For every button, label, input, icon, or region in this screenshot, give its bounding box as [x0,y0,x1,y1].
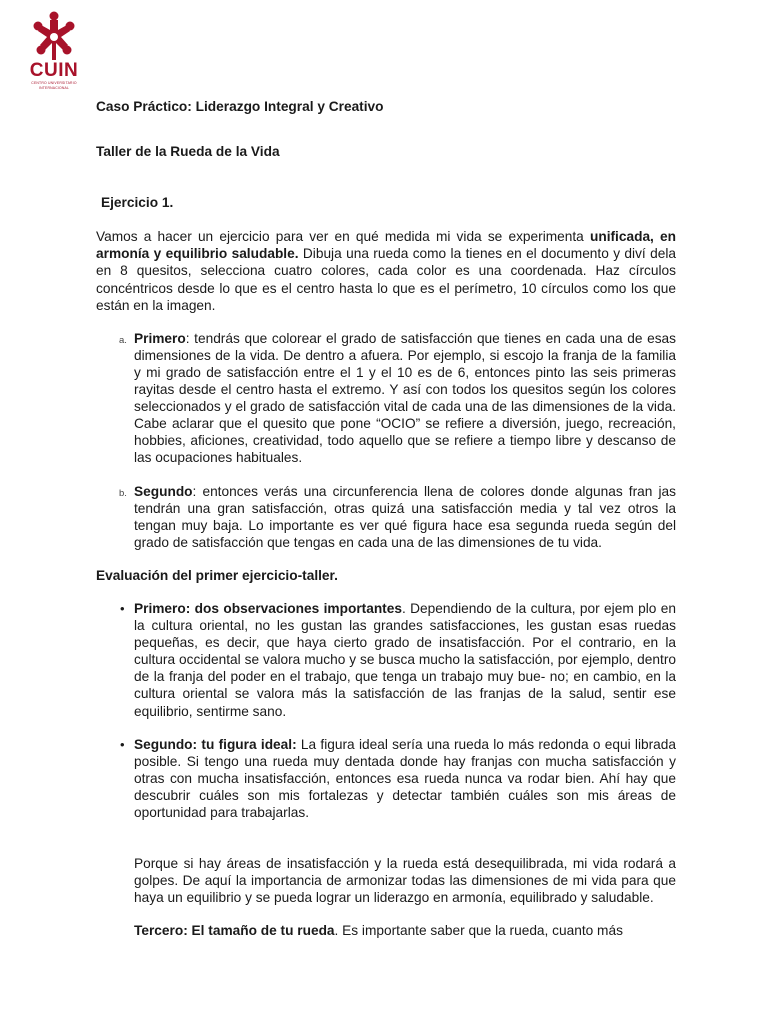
document-subtitle: Taller de la Rueda de la Vida [96,144,280,160]
cuin-emblem-icon [32,10,76,64]
list-marker: b. [119,487,127,499]
balance-paragraph: Porque si hay áreas de insatisfacción y la rueda está desequilibrada, mi vida rodará a golpes. De aquí la importancia de armonizar todas las dimensiones de mi vida para que haya un equilibrio y se pueda lograr un liderazgo en armonía, equilibrado y saludable. [134,856,676,906]
cuin-logo [24,8,84,94]
steps-list [96,330,676,551]
document-title: Caso Práctico: Liderazgo Integral y Creativo [96,99,384,114]
evaluation-list [96,600,676,821]
list-marker: a. [119,334,127,346]
list-item: a. Primero: tendrás que colorear el grado de satisfacción que tienes en cada una de esas dimensiones de la vida. De dentro a afuera. Por ejemplo, si escojo la franja de la familia y mi grado de satisfacción entre el 1 y el 10 es de 6, entonces pinto las seis primeras rayitas desde el centro hasta el extremo. Y así con todos los quesitos según los colores seleccionados y el grado de satisfacción vital de cada una de las dimensiones de la vida. Cabe aclarar que el quesito que pone “OCIO” se refiere a diversión, juego, recreación, hobbies, aficiones, creatividad, todo aquello que se refiere a tiempo libre y descanso de las ocupaciones habituales. [119,330,676,466]
logo-subtitle: CENTRO UNIVERSITARIO INTERNACIONAL [31,81,77,90]
logo-brand-text: CUIN [29,60,79,81]
evaluation-heading: Evaluación del primer ejercicio-taller. [96,567,338,583]
list-item: • Primero: dos observaciones importantes. Dependiendo de la cultura, por ejem plo en la cultura oriental, no les gustan las grandes satisfacciones, les gustan esas ruedas pequeñas, es decir, que haya cierto grado de insatisfacción. Por el contrario, en la cultura occidental se valora mucho y se busca mucho la satisfacción, por ejemplo, dentro de la franja del poder en el trabajo, que tenga un trabajo muy bue- no; en cambio, en la cultura oriental se valora más la satisfacción de las franjas de la salud, sentir ese equilibrio, sentirme sano. [120,600,676,719]
exercise-heading: Ejercicio 1. [101,195,174,211]
bullet-icon: • [120,600,125,616]
third-point: Tercero: El tamaño de tu rueda. Es importante saber que la rueda, cuanto más [134,923,623,939]
intro-paragraph: Vamos a hacer un ejercicio para ver en qué medida mi vida se experimenta unificada, en armonía y equilibrio saludable. Dibuja una rueda como la tienes en el documento y diví dela en 8 quesitos, selecciona cuatro colores, cada color es una coordenada. Haz círculos concéntricos desde lo que es el centro hasta lo que es el perímetro, 10 círculos como los que están en la imagen. [96,229,676,313]
document-body [96,98,676,939]
bullet-icon: • [120,736,125,752]
list-item: b. Segundo: entonces verás una circunferencia llena de colores donde algunas fran jas tendrán una gran satisfacción, otras quizá una satisfacción media y tal vez otros la tengan muy baja. Lo importante es ver qué figura hace esa segunda rueda según del grado de satisfacción que tengas en cada una de las dimensiones de tu vida. [119,483,676,550]
list-item: • Segundo: tu figura ideal: La figura ideal sería una rueda lo más redonda o equi librada posible. Si tengo una rueda muy dentada donde hay franjas con mucha satisfacción y otras con mucha insatisfacción, entonces esa rueda nunca va rodar bien. Ahí hay que descubrir cuáles son mis fortalezas y detectar también cuáles son mis áreas de oportunidad para trabajarlas. [120,736,676,820]
